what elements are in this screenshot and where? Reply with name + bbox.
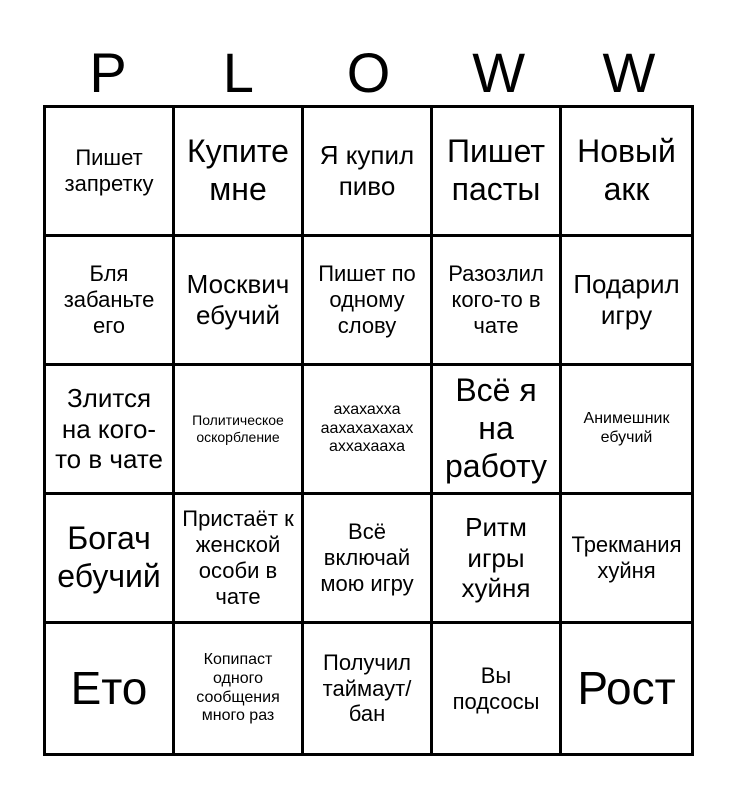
header-letter-o: O [346,41,391,104]
bingo-cell-r4c3[interactable] [304,495,433,624]
bingo-cell-r2c5[interactable] [562,237,691,366]
bingo-cell-r3c4[interactable] [433,366,562,495]
cell-label: Москвич ебучий [186,269,290,330]
bingo-cell-r5c3[interactable] [304,624,433,753]
cell-label: Пристаёт к женской особи в чате [182,506,294,609]
bingo-cell-r2c1[interactable] [46,237,175,366]
bingo-cell-r2c2[interactable] [175,237,304,366]
bingo-cell-r2c4[interactable] [433,237,562,366]
cell-label: Я купил пиво [319,140,415,201]
cell-label: ахахахха аахахахахах аххахааха [320,400,414,456]
cell-label: Ето [70,662,148,715]
cell-label: Всё я на работу [444,372,548,484]
cell-label: Богач ебучий [57,520,161,594]
bingo-cell-r4c2[interactable] [175,495,304,624]
bingo-cell-r1c5[interactable] [562,108,691,237]
cell-label: Вы подсосы [452,662,540,714]
cell-label: Всё включай мою игру [320,519,414,596]
cell-label: Ритм игры хуйня [461,511,531,604]
bingo-header [43,38,694,108]
cell-label: Пишет запретку [64,145,154,196]
bingo-cell-r3c1[interactable] [46,366,175,495]
cell-label: Разозлил кого-то в чате [448,261,544,338]
bingo-cell-r5c4[interactable] [433,624,562,753]
bingo-cell-r3c5[interactable] [562,366,691,495]
bingo-cell-r1c2[interactable] [175,108,304,237]
bingo-cell-r4c4[interactable] [433,495,562,624]
bingo-cell-r2c3[interactable] [304,237,433,366]
cell-label: Копипаст одного сообщения много раз [196,650,280,725]
cell-label: Пишет по одному слову [318,261,416,338]
cell-label: Купите мне [187,133,289,207]
bingo-cell-r5c2[interactable] [175,624,304,753]
header-letter-l: L [222,41,254,104]
cell-label: Трекмания хуйня [571,532,682,583]
bingo-cell-r3c3[interactable] [304,366,433,495]
bingo-board [43,105,694,756]
header-letter-w2: W [602,41,656,104]
cell-label: Пишет пасты [447,133,545,207]
cell-label: Новый акк [577,133,676,207]
cell-label: Политическое оскорбление [192,412,284,445]
bingo-cell-r1c3[interactable] [304,108,433,237]
cell-label: Анимешник ебучий [583,410,670,446]
cell-label: Злится на кого-то в чате [55,382,163,475]
bingo-cell-r1c1[interactable] [46,108,175,237]
cell-label: Бля забаньте его [63,261,155,338]
cell-label: Рост [577,662,676,715]
bingo-cell-r4c5[interactable] [562,495,691,624]
bingo-cell-r3c2[interactable] [175,366,304,495]
cell-label: Подарил игру [573,269,680,330]
bingo-cell-r5c5[interactable] [562,624,691,753]
bingo-cell-r4c1[interactable] [46,495,175,624]
cell-label: Получил таймаут/бан [322,649,412,727]
header-letter-w1: W [472,41,526,104]
bingo-cell-r1c4[interactable] [433,108,562,237]
header-letter-p: P [89,41,127,104]
bingo-cell-r5c1[interactable] [46,624,175,753]
